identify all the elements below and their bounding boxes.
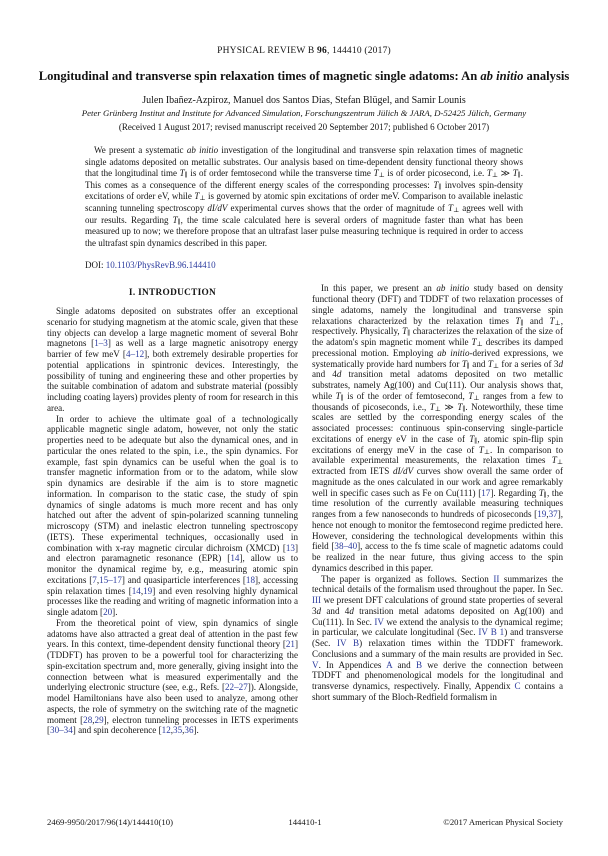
- page-number: 144410-1: [288, 817, 322, 827]
- citation-link[interactable]: 38–40: [334, 541, 358, 552]
- paper-title: Longitudinal and transverse spin relaxation times of magnetic single adatoms: An ab initio analysis: [38, 69, 570, 83]
- citation-link[interactable]: 21: [285, 639, 295, 650]
- citation-link[interactable]: 4–12: [125, 349, 145, 360]
- issn-article-code: 2469-9950/2017/96(14)/144410(10): [47, 817, 173, 827]
- citation-link[interactable]: 12: [161, 725, 171, 736]
- copyright-notice: ©2017 American Physical Society: [443, 817, 563, 827]
- paragraph-intro-3: From the theoretical point of view, spin dynamics of single adatoms have also attracted a great deal of attention in the past few years. In this context, time-dependent density functional theory [21] (TDDFT) has proven to be a powerful tool for characterizing the spin-excitation spectrum and, more generally, giving insight into the connection between what is measured experimentally and the underlying electronic structure (see, e.g., Refs. [22–27]). Alongside, model Hamiltonians have also been used to analyze, among other aspects, the role of symmetry on the switching rate of the magnetic moment [28,29], electron tunneling processes in IETS experiments [30–34] and spin decoherence [12,35,36].: [47, 617, 299, 736]
- citation-link[interactable]: 29: [94, 714, 104, 725]
- paragraph-intro-1: Single adatoms deposited on substrates offer an exceptional scenario for studying magnetism at the atomic scale, given that these tiny objects can develop a large magnetic moment of several Bohr magnetons [1–3] as well as a large magnetic anisotropy energy barrier of few meV [4–12], both extremely desirable properties for potential applications in spintronic devices. Interestingly, the possibility of tuning and engineering these and other properties by the suitable combination of adatom and substrate material (possibly including coating layers) provides plenty of room for research in this area.: [47, 306, 298, 413]
- abstract-text: We present a systematic ab initio investigation of the longitudinal and transverse spin relaxation times of magnetic single adatoms deposited on metallic substrates. Our analysis based on time-dependent density functional theory shows that the longitudinal time $T_\parallel$ is of order femtosecond while the transverse time $T_\perp$ is of order picosecond, i.e. $T_\perp$ ≫ $T_\parallel$. This comes as a consequence of the different energy scales of the corresponding processes: $T_\parallel$ involves spin-density excitations of order eV, while $T_\perp$ is governed by atomic spin excitations of order meV. Comparison to available inelastic scanning tunneling spectroscopy dI/dV experimental curves shows that the order of magnitude of $T_\perp$ agrees well with our results. Regarding $T_\parallel$, the time scale calculated here is several orders of magnitude faster than what has been measured up to now; we therefore propose that an ultrafast laser pulse measuring technique is required in order to access the ultrafast spin dynamics described in this paper.: [85, 145, 524, 248]
- paragraph-intro-4: In this paper, we present an ab initio study based on density functional theory (DFT) and TDDFT of two relaxation processes of single adatoms, namely the longitudinal and transverse spin relaxations characterized by the relaxation times $T_\parallel$ and $T_\perp$, respectively. Physically, $T_\parallel$ characterizes the relaxation of the size of the adatom's spin magnetic moment while $T_\perp$ describes its damped precessional motion. Employing ab initio-derived expressions, we systematically provide hard numbers for $T_\parallel$ and $T_\perp$ for a series of 3d and 4d transition metal adatoms deposited on two metallic substrates, namely Ag(100) and Cu(111). Our analysis shows that, while $T_\parallel$ is of the order of femtosecond, $T_\perp$ ranges from a few to thousands of picoseconds, i.e., $T_\perp$ ≫ $T_\parallel$. Noteworthily, these time scales are settled by the corresponding energy scales of the associated processes: continuous spin-conserving single-particle excitations of energy eV in the case of $T_\parallel$, atomic spin-flip spin excitations of energy meV in the case of $T_\perp$. In comparison to available experimental measurements, the relaxation times $T_\perp$ extracted from IETS dI/dV curves show overall the same order of magnitude as the ones calculated in our work and agree remarkably well in specific cases such as Fe on Cu(111) [17]. Regarding $T_\parallel$, the time resolution of the currently available measuring techniques ranges from a few nanoseconds to hundreds of picoseconds [19,37], hence not enough to monitor the femtosecond regime predicted here. However, considering the technological developments within this field [38–40], access to the fs time scale of magnetic adatoms could be realized in the near future, thus giving access to the spin dynamics described in this paper.: [312, 283, 564, 573]
- citation-link[interactable]: 7: [92, 574, 97, 585]
- authors-line: Julen Ibañez-Azpiroz, Manuel dos Santos Dias, Stefan Blügel, and Samir Lounis: [142, 95, 466, 106]
- right-column: [312, 283, 563, 736]
- citation-link[interactable]: A: [386, 659, 393, 670]
- journal-header: PHYSICAL REVIEW B 96, 144410 (2017): [217, 46, 391, 56]
- left-column: [47, 283, 298, 736]
- citation-link[interactable]: IV: [374, 616, 384, 627]
- citation-link[interactable]: 18: [245, 574, 255, 585]
- citation-link[interactable]: 14: [131, 585, 141, 596]
- doi-link[interactable]: 10.1103/PhysRevB.96.144410: [105, 260, 216, 271]
- citation-link[interactable]: 17: [481, 487, 491, 498]
- citation-link[interactable]: 22–27: [225, 682, 248, 693]
- citation-link[interactable]: 28: [83, 714, 93, 725]
- citation-link[interactable]: 35: [173, 725, 183, 736]
- citation-link[interactable]: B: [415, 659, 423, 670]
- citation-link[interactable]: 37: [548, 509, 558, 520]
- journal-page: [0, 46, 608, 856]
- citation-link[interactable]: 36: [184, 725, 194, 736]
- citation-link[interactable]: 19: [537, 509, 547, 520]
- citation-link[interactable]: 19: [143, 585, 153, 596]
- citation-link[interactable]: III: [312, 595, 322, 606]
- citation-link[interactable]: C: [514, 681, 521, 692]
- citation-link[interactable]: II: [493, 573, 500, 584]
- citation-link[interactable]: IV B 1: [478, 627, 505, 638]
- citation-link[interactable]: 15–17: [99, 574, 122, 585]
- received-line: (Received 1 August 2017; revised manuscript received 20 September 2017; published 6 October 2017): [118, 122, 490, 132]
- section-heading-introduction: I. INTRODUCTION: [128, 288, 217, 299]
- citation-link[interactable]: IV B: [337, 638, 360, 649]
- citation-link[interactable]: 13: [285, 542, 295, 553]
- affiliation-line: Peter Grünberg Institut and Institute for Advanced Simulation, Forschungszentrum Jülich & JARA, D-52425 Jülich, Germany: [81, 108, 527, 118]
- paragraph-intro-2: In order to achieve the ultimate goal of a technologically applicable magnetic single adatom, however, not only the static properties need to be adequate but also the dynamical ones, and in particular the ones related to the spin, i.e., the spin dynamics. For example, fast spin dynamics can be useful when the goal is to transfer magnetic information from or to the adatom, while slow spin dynamics are desirable if the aim is to store magnetic information. In comparison to the static case, the study of spin dynamics of single adatoms is much more recent and has only hatched out after the advent of spin-polarized scanning tunneling microscopy (STM) and inelastic electron tunneling spectroscopy (IETS). These experimental techniques, occasionally used in combination with x-ray magnetic circular dichroism (XMCD) [13] and electron paramagnetic resonance (EPR) [14], allow us to monitor the dynamical regime by, e.g., measuring atomic spin excitations [7,15–17] and quasiparticle interferences [18], accessing spin relaxation times [14,19] and even resolving highly dynamical processes like the reading and writing of magnetic information into a single adatom [20].: [47, 413, 299, 618]
- two-column-body: [47, 283, 563, 736]
- doi-label: DOI:: [85, 260, 104, 271]
- citation-link[interactable]: V: [312, 659, 319, 670]
- doi-line: [85, 260, 523, 270]
- citation-link[interactable]: 14: [230, 553, 240, 564]
- citation-link[interactable]: 20: [103, 607, 113, 618]
- paragraph-intro-5: The paper is organized as follows. Section II summarizes the technical details of the formalism used throughout the paper. In Sec. III we present DFT calculations of ground state properties of several 3d and 4d transition metal adatoms deposited on Ag(100) and Cu(111). In Sec. IV we extend the analysis to the dynamical regime; in particular, we calculate longitudinal (Sec. IV B 1) and transverse (Sec. IV B) relaxation times within the TDDFT framework. Conclusions and a summary of the main results are provided in Sec. V. In Appendices A and B we derive the connection between TDDFT and phenomenological models for the longitudinal and transverse dynamics, respectively. Finally, Appendix C contains a short summary of the Bloch-Redfield formalism in: [312, 573, 564, 702]
- citation-link[interactable]: 1–3: [94, 338, 108, 349]
- citation-link[interactable]: 30–34: [50, 725, 73, 736]
